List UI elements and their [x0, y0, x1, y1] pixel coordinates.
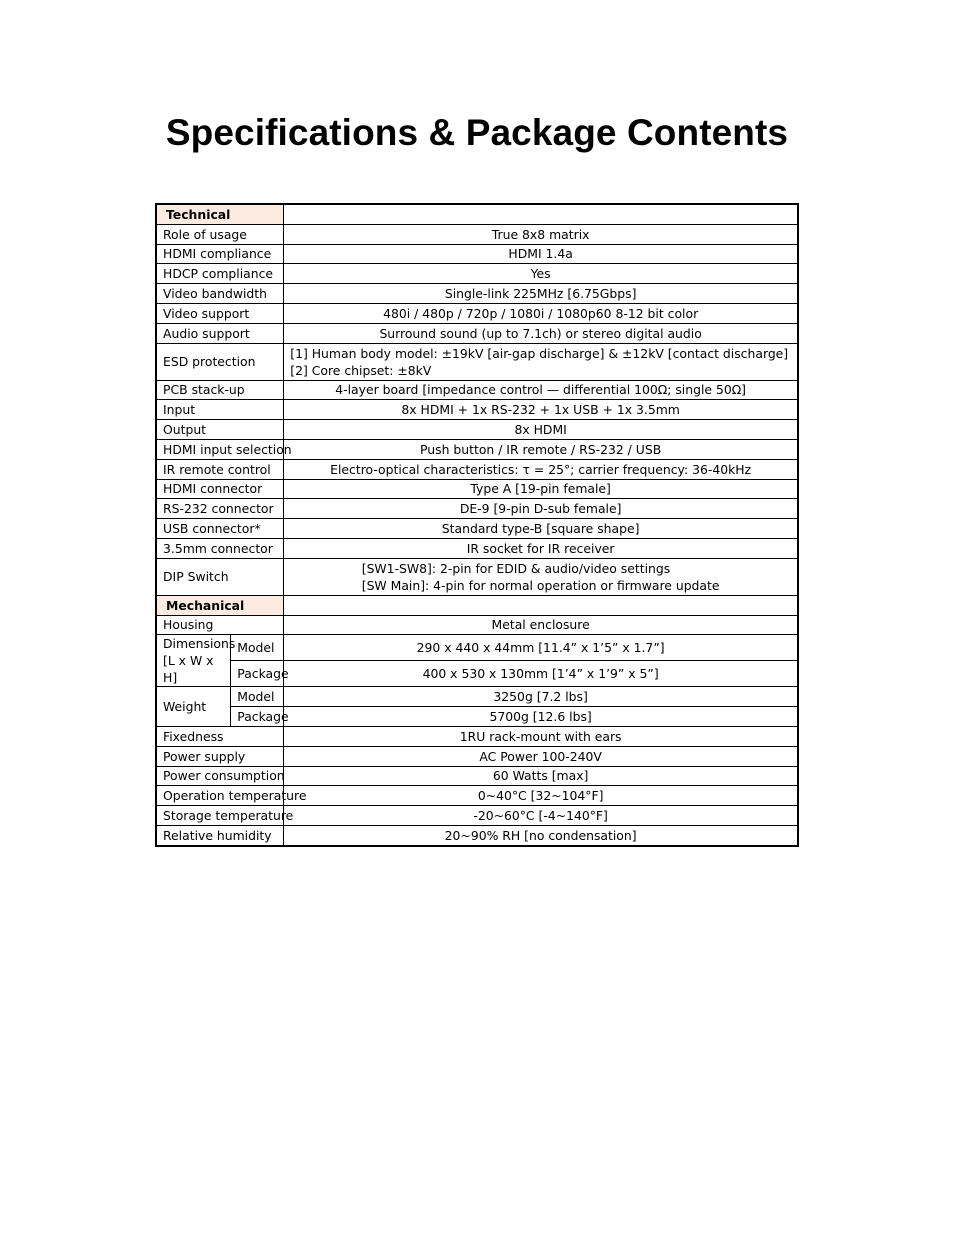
- table-row: [156, 380, 798, 400]
- spec-value: -20~60°C [-4~140°F]: [284, 806, 798, 826]
- spec-label: Input: [156, 400, 284, 420]
- spec-value: 480i / 480p / 720p / 1080i / 1080p60 8-12 bit color: [284, 303, 798, 323]
- spec-label: Output: [156, 420, 284, 440]
- spec-value: True 8x8 matrix: [284, 224, 798, 244]
- spec-value: Yes: [284, 264, 798, 284]
- table-row: [156, 400, 798, 420]
- spec-label: Role of usage: [156, 224, 284, 244]
- spec-label-weight: Weight: [156, 687, 231, 727]
- spec-value: 290 x 440 x 44mm [11.4” x 1’5” x 1.7”]: [284, 635, 798, 661]
- dip-switch-text: [362, 560, 720, 594]
- spec-value: 8x HDMI + 1x RS-232 + 1x USB + 1x 3.5mm: [284, 400, 798, 420]
- spec-sublabel: Model: [231, 635, 284, 661]
- spec-value: Type A [19-pin female]: [284, 479, 798, 499]
- spec-value: Standard type-B [square shape]: [284, 519, 798, 539]
- table-row: [156, 343, 798, 380]
- spec-label: HDMI input selection: [156, 439, 284, 459]
- section-header-technical: Technical: [156, 204, 284, 224]
- section-row-mechanical: [156, 595, 798, 615]
- spec-label: ESD protection: [156, 343, 284, 380]
- table-row: [156, 303, 798, 323]
- table-row: [156, 615, 798, 635]
- table-row: [156, 499, 798, 519]
- spec-value: Surround sound (up to 7.1ch) or stereo digital audio: [284, 323, 798, 343]
- spec-value-line: [2] Core chipset: ±8kV: [290, 362, 432, 378]
- table-row: [156, 538, 798, 558]
- table-row: [156, 766, 798, 786]
- spec-label: IR remote control: [156, 459, 284, 479]
- spec-value: 0~40°C [32~104°F]: [284, 786, 798, 806]
- section-value-empty: [284, 204, 798, 224]
- section-value-empty: [284, 595, 798, 615]
- spec-value: Metal enclosure: [284, 615, 798, 635]
- spec-label-dimensions: [156, 635, 236, 687]
- spec-value: 4-layer board [impedance control — differential 100Ω; single 50Ω]: [284, 380, 798, 400]
- table-row: [156, 284, 798, 304]
- spec-value: AC Power 100-240V: [284, 746, 798, 766]
- spec-value: Electro-optical characteristics: τ = 25°; carrier frequency: 36-40kHz: [284, 459, 798, 479]
- table-row: [156, 687, 798, 707]
- spec-value: IR socket for IR receiver: [284, 538, 798, 558]
- spec-label: 3.5mm connector: [156, 538, 284, 558]
- spec-value-line: [SW Main]: 4-pin for normal operation or firmware update: [361, 577, 720, 593]
- spec-value: 400 x 530 x 130mm [1’4” x 1’9” x 5”]: [284, 661, 798, 687]
- table-row: [156, 746, 798, 766]
- spec-value: HDMI 1.4a: [284, 244, 798, 264]
- table-row: [156, 707, 798, 727]
- spec-value: 1RU rack-mount with ears: [284, 726, 798, 746]
- table-row: [156, 806, 798, 826]
- table-row: [156, 459, 798, 479]
- spec-label-line: Dimensions: [163, 636, 236, 652]
- spec-value: DE-9 [9-pin D-sub female]: [284, 499, 798, 519]
- spec-value-line: [1] Human body model: ±19kV [air-gap discharge] & ±12kV [contact discharge]: [290, 345, 789, 361]
- table-row: [156, 635, 798, 661]
- table-row: [156, 558, 798, 595]
- spec-sublabel: Model: [231, 687, 284, 707]
- spec-sublabel: Package: [231, 707, 284, 727]
- spec-label-line: [L x W x H]: [163, 653, 214, 686]
- table-row: [156, 244, 798, 264]
- spec-label: Storage temperature: [156, 806, 284, 826]
- table-row: [156, 439, 798, 459]
- table-row: [156, 323, 798, 343]
- spec-value: 20~90% RH [no condensation]: [284, 825, 798, 845]
- table-row: [156, 726, 798, 746]
- spec-label: Housing: [156, 615, 284, 635]
- spec-value: 3250g [7.2 lbs]: [284, 687, 798, 707]
- spec-value: [284, 558, 798, 595]
- table-row: [156, 519, 798, 539]
- spec-label: Video bandwidth: [156, 284, 284, 304]
- spec-label: Audio support: [156, 323, 284, 343]
- table-row: [156, 420, 798, 440]
- spec-label: Power supply: [156, 746, 284, 766]
- spec-label: Relative humidity: [156, 825, 284, 845]
- table-row: [156, 661, 798, 687]
- spec-table: [155, 203, 799, 847]
- spec-label: Fixedness: [156, 726, 284, 746]
- spec-label: RS-232 connector: [156, 499, 284, 519]
- spec-value: Single-link 225MHz [6.75Gbps]: [284, 284, 798, 304]
- table-row: [156, 825, 798, 845]
- page-title: Specifications & Package Contents: [165, 112, 789, 153]
- spec-label: HDCP compliance: [156, 264, 284, 284]
- spec-value: 8x HDMI: [284, 420, 798, 440]
- table-row: [156, 786, 798, 806]
- table-row: [156, 264, 798, 284]
- spec-value-line: [SW1-SW8]: 2-pin for EDID & audio/video settings: [361, 560, 671, 576]
- spec-value: 5700g [12.6 lbs]: [284, 707, 798, 727]
- spec-label: USB connector*: [156, 519, 284, 539]
- spec-value: 60 Watts [max]: [284, 766, 798, 786]
- spec-value: Push button / IR remote / RS-232 / USB: [284, 439, 798, 459]
- section-row-technical: [156, 204, 798, 224]
- spec-label: Operation temperature: [156, 786, 284, 806]
- spec-label: Video support: [156, 303, 284, 323]
- spec-value: [284, 343, 798, 380]
- spec-label: HDMI connector: [156, 479, 284, 499]
- table-row: [156, 479, 798, 499]
- spec-label: HDMI compliance: [156, 244, 284, 264]
- spec-label: Power consumption: [156, 766, 284, 786]
- spec-label: PCB stack-up: [156, 380, 284, 400]
- table-row: [156, 224, 798, 244]
- spec-sublabel: Package: [231, 661, 284, 687]
- section-header-mechanical: Mechanical: [156, 595, 284, 615]
- spec-label: DIP Switch: [156, 558, 284, 595]
